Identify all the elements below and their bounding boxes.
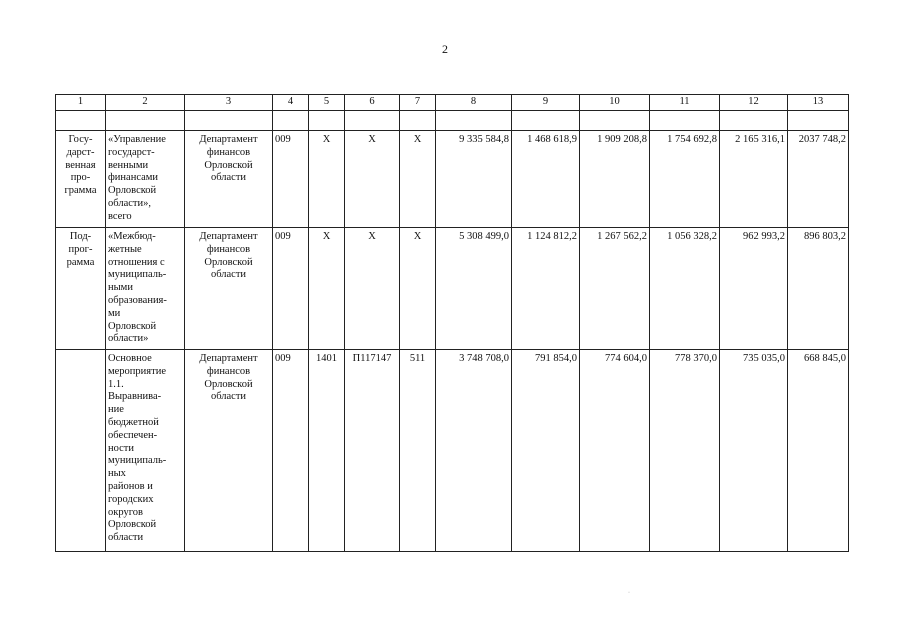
amount-cell: 9 335 584,8 [436, 131, 512, 228]
amount-cell: 5 308 499,0 [436, 228, 512, 350]
code-cell: 009 [273, 350, 309, 552]
code-cell: 009 [273, 228, 309, 350]
col-number-header: 2 [106, 95, 185, 111]
scan-speck: · [628, 590, 630, 596]
row-name-cell: «Межбюд- жетные отношения с муниципаль- ными образования- ми Орловской области» [106, 228, 185, 350]
amount-cell: 774 604,0 [580, 350, 650, 552]
table-row [56, 131, 849, 228]
amount-cell: 668 845,0 [788, 350, 849, 552]
department-cell: Департамент финансов Орловской области [185, 228, 273, 350]
col-number-header: 10 [580, 95, 650, 111]
amount-cell: 2 165 316,1 [720, 131, 788, 228]
amount-cell: 1 909 208,8 [580, 131, 650, 228]
amount-cell: 1 468 618,9 [512, 131, 580, 228]
col-number-header: 6 [345, 95, 400, 111]
row-type-cell: Под- прог- рамма [56, 228, 106, 350]
amount-cell: 1 754 692,8 [650, 131, 720, 228]
header-row [56, 95, 849, 111]
page-number: 2 [442, 42, 448, 56]
col-number-header: 11 [650, 95, 720, 111]
code-cell: Х [309, 131, 345, 228]
col-number-header: 12 [720, 95, 788, 111]
code-cell: Х [400, 131, 436, 228]
table-row [56, 350, 849, 552]
code-cell: П117147 [345, 350, 400, 552]
code-cell: 009 [273, 131, 309, 228]
code-cell: Х [345, 228, 400, 350]
amount-cell: 962 993,2 [720, 228, 788, 350]
row-name-cell: Основное мероприятие 1.1. Выравнива- ние бюджетной обеспечен- ности муниципаль- ных районов и городских округов Орловской области [106, 350, 185, 552]
code-cell: 511 [400, 350, 436, 552]
budget-table [55, 94, 849, 552]
amount-cell: 1 056 328,2 [650, 228, 720, 350]
col-number-header: 13 [788, 95, 849, 111]
code-cell: Х [345, 131, 400, 228]
col-number-header: 8 [436, 95, 512, 111]
amount-cell: 1 124 812,2 [512, 228, 580, 350]
amount-cell: 778 370,0 [650, 350, 720, 552]
amount-cell: 2037 748,2 [788, 131, 849, 228]
code-cell: 1401 [309, 350, 345, 552]
col-number-header: 3 [185, 95, 273, 111]
amount-cell: 791 854,0 [512, 350, 580, 552]
row-type-cell: Госу- дарст- венная про- грамма [56, 131, 106, 228]
col-number-header: 1 [56, 95, 106, 111]
col-number-header: 7 [400, 95, 436, 111]
code-cell: Х [309, 228, 345, 350]
department-cell: Департамент финансов Орловской области [185, 131, 273, 228]
col-number-header: 4 [273, 95, 309, 111]
amount-cell: 1 267 562,2 [580, 228, 650, 350]
col-number-header: 5 [309, 95, 345, 111]
amount-cell: 735 035,0 [720, 350, 788, 552]
amount-cell: 896 803,2 [788, 228, 849, 350]
table-row [56, 228, 849, 350]
code-cell: Х [400, 228, 436, 350]
row-name-cell: «Управление государст- венными финансами Орловской области», всего [106, 131, 185, 228]
spacer-row [56, 111, 849, 131]
amount-cell: 3 748 708,0 [436, 350, 512, 552]
col-number-header: 9 [512, 95, 580, 111]
row-type-cell [56, 350, 106, 552]
department-cell: Департамент финансов Орловской области [185, 350, 273, 552]
